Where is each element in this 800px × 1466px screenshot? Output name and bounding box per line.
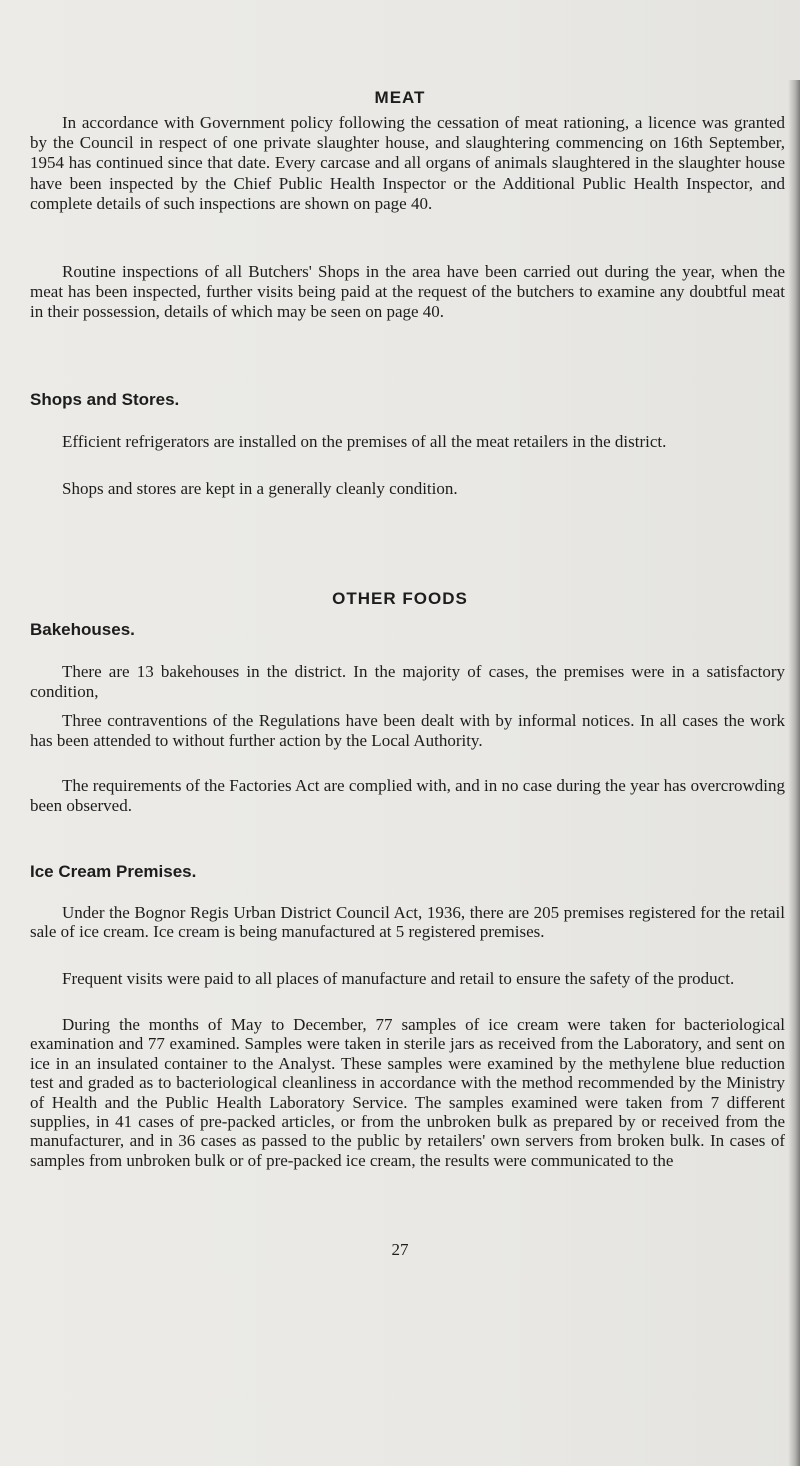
shops-paragraph-2: Shops and stores are kept in a generally cleanly condition. (62, 479, 458, 498)
page-number: 27 (391, 1240, 409, 1259)
ice-cream-paragraph-2: Frequent visits were paid to all places of manufacture and retail to ensure the safety of the product. (62, 969, 735, 988)
section-heading-other-foods: OTHER FOODS (332, 589, 468, 608)
subheading-shops-and-stores: Shops and Stores. (30, 390, 180, 409)
subheading-bakehouses: Bakehouses. (30, 620, 135, 639)
meat-paragraph-1: In accordance with Government policy following the cessation of meat rationing, a licence was granted by the Council in respect of one private slaughter house, and slaughtering commencing on 16th September, 1954 has continued since that date. Every carcase and all organs of animals slaughtered in the slaughter house have been inspected by the Chief Public Health Inspector or the Additional Public Health Inspector, and complete details of such inspections are shown on page 40. (30, 113, 785, 213)
shops-paragraph-1: Efficient refrigerators are installed on the premises of all the meat retailers in the district. (62, 432, 667, 451)
bakehouses-paragraph-2: Three contraventions of the Regulations have been dealt with by informal notices. In all cases the work has been attended to without further action by the Local Authority. (30, 711, 785, 751)
subheading-ice-cream-premises: Ice Cream Premises. (30, 862, 197, 881)
meat-paragraph-2: Routine inspections of all Butchers' Shops in the area have been carried out during the year, when the meat has been inspected, further visits being paid at the request of the butchers to examine any doubtful meat in their possession, details of which may be seen on page 40. (30, 262, 785, 322)
ice-cream-paragraph-3: During the months of May to December, 77 samples of ice cream were taken for bacteriological examination and 77 examined. Samples were taken in sterile jars as received from the Laboratory, and sent on ice in an insulated container to the Analyst. These samples were examined by the methylene blue reduction test and graded as to bacteriological cleanliness in accordance with the method recommended by the Ministry of Health and the Public Health Laboratory Service. The samples examined were taken from 7 different supplies, in 41 cases of pre-packed articles, or from the unbroken bulk as prepared by or received from the manufacturer, and in 36 cases as passed to the public by retailers' own servers from broken bulk. In cases of samples from unbroken bulk or of pre-packed ice cream, the results were communicated to the (30, 1015, 785, 1170)
ice-cream-paragraph-1: Under the Bognor Regis Urban District Council Act, 1936, there are 205 premises registered for the retail sale of ice cream. Ice cream is being manufactured at 5 registered premises. (30, 903, 785, 942)
bakehouses-paragraph-1: There are 13 bakehouses in the district. In the majority of cases, the premises were in a satisfactory condition, (30, 662, 785, 702)
bakehouses-paragraph-3: The requirements of the Factories Act are complied with, and in no case during the year has overcrowding been observed. (30, 776, 785, 816)
section-heading-meat: MEAT (374, 88, 426, 107)
